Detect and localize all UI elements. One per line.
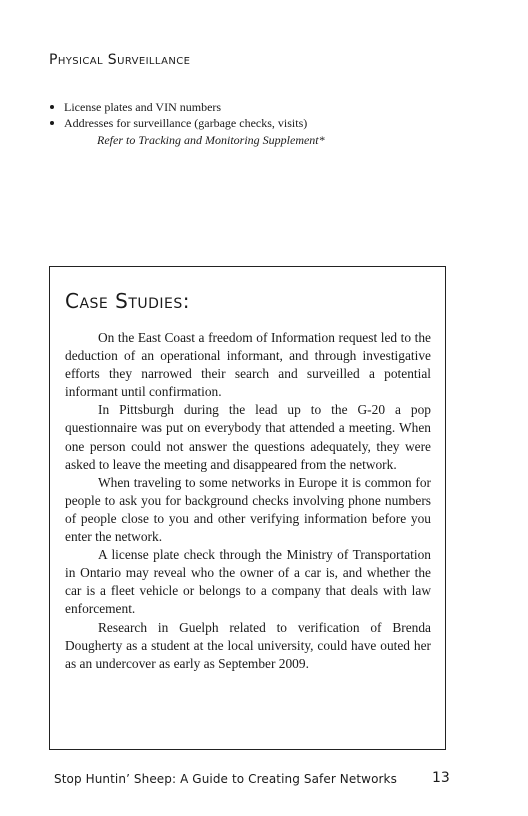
list-item (48, 99, 468, 115)
case-paragraph: On the East Coast a freedom of Information request led to the deduction of an operational informant, and through investigative efforts they narrowed their search and surveilled a potential informant until confirmation. (65, 330, 431, 400)
bullet-icon (50, 121, 54, 125)
section-heading: Physical Surveillance (49, 52, 191, 68)
list-item (48, 115, 468, 131)
bullet-list (48, 99, 468, 131)
case-studies-body (65, 329, 431, 673)
case-paragraph: Research in Guelph related to verification of Brenda Dougherty as a student at the local university, could have outed her as an undercover as early as September 2009. (65, 619, 431, 671)
list-item-text: Addresses for surveillance (garbage checks, visits) (64, 116, 308, 130)
case-studies-title: Case Studies: (65, 289, 191, 313)
case-paragraph: A license plate check through the Ministry of Transportation in Ontario may reveal who the owner of a car is, and whether the car is a fleet vehicle or belongs to a company that deals with law enforcement. (65, 547, 431, 617)
case-studies-box (49, 266, 446, 750)
page-number: 13 (432, 770, 450, 786)
list-item-text: License plates and VIN numbers (64, 100, 222, 114)
supplement-reference: Refer to Tracking and Monitoring Supplement* (97, 133, 325, 147)
footer-title: Stop Huntin’ Sheep: A Guide to Creating Safer Networks (54, 772, 397, 786)
case-paragraph: When traveling to some networks in Europe it is common for people to ask you for background checks involving phone numbers of people close to you and other verifying information before you enter the network. (65, 474, 431, 545)
case-paragraph: In Pittsburgh during the lead up to the G-20 a pop questionnaire was put on everybody that attended a meeting. When one person could not answer the questions adequately, they were asked to leave the meeting and disappeared from the network. (65, 402, 431, 472)
bullet-icon (50, 105, 54, 109)
